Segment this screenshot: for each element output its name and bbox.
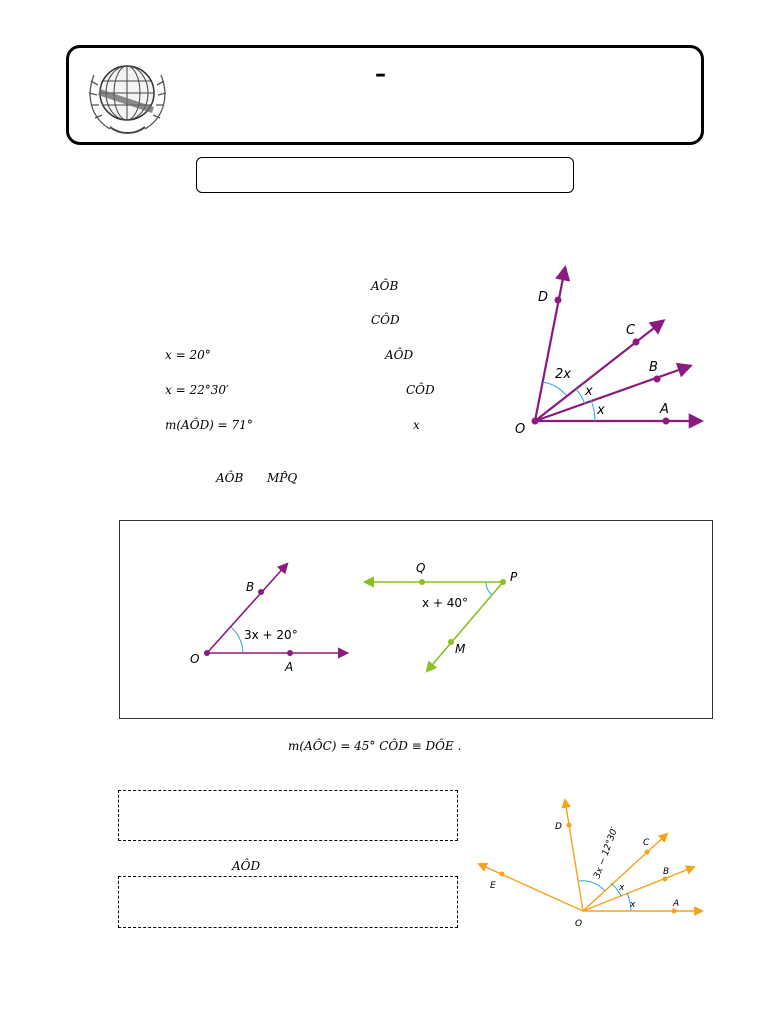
angle-label-x2: x bbox=[597, 403, 605, 418]
q3-label-b: B bbox=[663, 867, 670, 877]
label-o: O bbox=[515, 422, 526, 437]
q1-line5-right: x bbox=[413, 418, 420, 432]
q2-label-b: B bbox=[246, 580, 255, 594]
q3-label-o: O bbox=[575, 919, 583, 929]
answer-box-b[interactable] bbox=[118, 876, 458, 928]
q3-condition: m(AÔC) = 45° CÔD ≡ DÔE . bbox=[288, 739, 462, 753]
q1-line5-left: m(AÔD) = 71° bbox=[165, 418, 253, 432]
q2-angle-right: x + 40° bbox=[422, 596, 469, 610]
point-b bbox=[654, 376, 661, 383]
label-d: D bbox=[538, 290, 549, 305]
q3-sub-b-angle: AÔD bbox=[232, 859, 261, 873]
q3-label-d: D bbox=[555, 822, 562, 832]
q1-line1-right: AÔB bbox=[371, 279, 399, 293]
q1-angle-figure bbox=[505, 260, 710, 440]
q2-figure-box bbox=[119, 520, 713, 719]
q3-angle-ba: x bbox=[630, 900, 636, 910]
q3-label-a: A bbox=[673, 899, 680, 909]
q3-angle-dc: 3x − 12°30′ bbox=[592, 826, 621, 881]
q1-line3-left: x = 20° bbox=[165, 348, 211, 362]
point-d bbox=[555, 297, 562, 304]
point-o bbox=[532, 418, 539, 425]
q2-label-q: Q bbox=[416, 561, 426, 575]
q1-line4-right: CÔD bbox=[406, 383, 435, 397]
q3-angle-cb: x bbox=[619, 883, 625, 893]
point-c bbox=[633, 339, 640, 346]
q3-angle-figure bbox=[475, 795, 710, 930]
q2-label-p: P bbox=[510, 570, 518, 584]
title-box bbox=[196, 157, 574, 193]
answer-box-a[interactable] bbox=[118, 790, 458, 841]
q3-label-c: C bbox=[643, 838, 650, 848]
point-a bbox=[663, 418, 670, 425]
q3-label-e: E bbox=[490, 881, 496, 891]
angle-label-x1: x bbox=[585, 384, 593, 399]
angle-label-2x: 2x bbox=[555, 367, 571, 382]
q2-angle-aob: AÔB bbox=[216, 471, 244, 485]
q2-angle-left: 3x + 20° bbox=[244, 628, 298, 642]
q2-angle-mpq: MP̂Q bbox=[267, 471, 298, 485]
q1-line3-right: AÔD bbox=[385, 348, 414, 362]
label-a: A bbox=[660, 402, 669, 417]
q2-label-o: O bbox=[190, 652, 200, 666]
q1-line4-left: x = 22°30′ bbox=[165, 383, 229, 397]
q2-label-a: A bbox=[285, 660, 294, 674]
school-logo bbox=[80, 55, 175, 139]
label-b: B bbox=[649, 360, 658, 375]
q1-line2-right: CÔD bbox=[371, 313, 400, 327]
header-title-dash: – bbox=[375, 62, 386, 87]
q2-label-m: M bbox=[455, 642, 466, 656]
label-c: C bbox=[626, 323, 636, 338]
